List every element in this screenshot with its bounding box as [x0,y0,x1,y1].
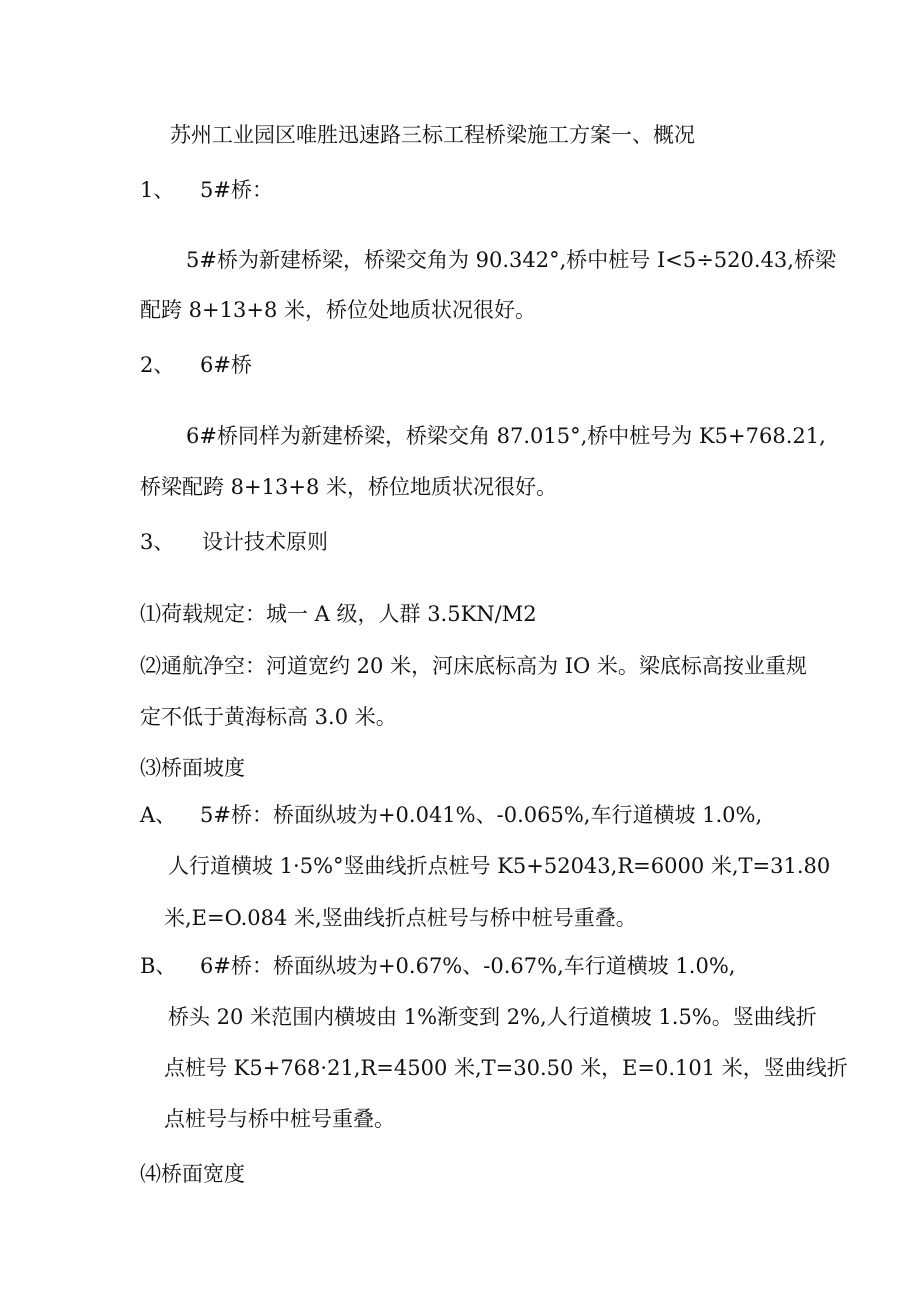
item-a-line-1 [140,802,762,828]
deck-slope-heading: ⑶桥面坡度 [140,756,245,780]
section-1-number: 1、 [140,178,175,202]
document-title: 苏州工业园区唯胜迅速路三标工程桥梁施工方案一、概况 [170,123,695,147]
section-3 [140,529,328,555]
paragraph-2-line-1: 6#桥同样为新建桥梁，桥梁交角 87.015°,桥中桩号为 K5+768.21, [186,424,826,448]
item-b-line-1 [140,953,735,979]
item-b-line-4: 点桩号与桥中桩号重叠。 [164,1107,395,1131]
load-specification: ⑴荷载规定：城一 A 级，人群 3.5KN/M2 [140,602,537,626]
navigation-clearance-line-1: ⑵通航净空：河道宽约 20 米，河床底标高为 IO 米。梁底标高按业重规 [140,654,807,678]
paragraph-1-line-2: 配跨 8+13+8 米，桥位处地质状况很好。 [140,298,536,322]
section-2 [140,352,252,378]
item-b-line-2: 桥头 20 米范围内横坡由 1%渐变到 2%,人行道横坡 1.5%。竖曲线折 [168,1005,817,1029]
item-a-number: A、 [140,803,177,827]
deck-width-heading: ⑷桥面宽度 [140,1162,245,1186]
section-3-number: 3、 [140,530,175,554]
item-b-text: 6#桥：桥面纵坡为+0.67%、-0.67%,车行道横坡 1.0%, [200,954,736,978]
navigation-clearance-line-2: 定不低于黄海标高 3.0 米。 [140,705,397,729]
item-a-line-3: 米,E=O.084 米,竖曲线折点桩号与桥中桩号重叠。 [164,906,637,930]
item-b-line-3: 点桩号 K5+768·21,R=4500 米,T=30.50 米，E=0.101 米，竖曲线折 [164,1056,848,1080]
item-a-text: 5#桥：桥面纵坡为+0.041%、-0.065%,车行道横坡 1.0%, [200,803,763,827]
section-1-heading: 5#桥： [200,178,273,202]
item-b-number: B、 [140,954,177,978]
paragraph-1-line-1: 5#桥为新建桥梁，桥梁交角为 90.342°,桥中桩号 I<5÷520.43,桥梁 [186,248,836,272]
paragraph-2-line-2: 桥梁配跨 8+13+8 米，桥位地质状况很好。 [140,475,557,499]
section-2-heading: 6#桥 [200,353,252,377]
section-2-number: 2、 [140,353,175,377]
section-1 [140,177,273,203]
item-a-line-2: 人行道横坡 1·5%°竖曲线折点桩号 K5+52043,R=6000 米,T=31.80 [168,854,831,878]
section-3-heading: 设计技术原则 [202,530,328,554]
